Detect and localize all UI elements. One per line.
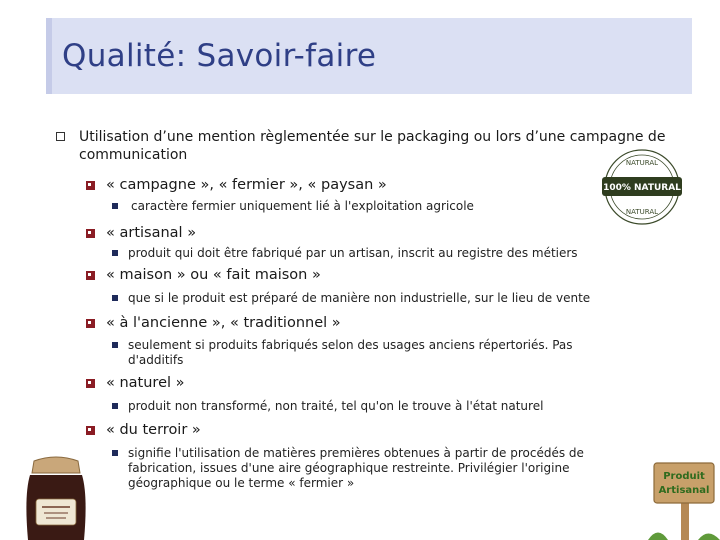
item-detail: que si le produit est préparé de manière non industrielle, sur le lieu de vente: [128, 291, 591, 305]
item-detail: seulement si produits fabriqués selon des usages anciens répertoriés. Pas d'additifs: [128, 338, 573, 367]
square-bullet-icon: [86, 426, 95, 435]
square-bullet-icon: [56, 132, 65, 141]
item-label: « campagne », « fermier », « paysan »: [106, 177, 387, 193]
square-bullet-icon: [86, 319, 95, 328]
page-title: Qualité: Savoir-faire: [62, 38, 377, 74]
small-bullet-icon: [112, 342, 118, 348]
small-bullet-icon: [112, 250, 118, 256]
item-label: « artisanal »: [106, 225, 197, 241]
item-label: « à l'ancienne », « traditionnel »: [106, 315, 341, 331]
title-bar: [46, 18, 692, 94]
square-bullet-icon: [86, 379, 95, 388]
jam-jar-icon: [20, 455, 92, 540]
seal-center-text: 100% NATURAL: [603, 183, 681, 193]
sign-line-2: Artisanal: [658, 485, 710, 496]
item-label: « naturel »: [106, 375, 185, 391]
item-label: « du terroir »: [106, 422, 201, 438]
intro-text: Utilisation d’une mention règlementée sur le packaging ou lors d’une campagne de communication: [79, 129, 666, 163]
item-detail: produit non transformé, non traité, tel qu'on le trouve à l'état naturel: [128, 399, 544, 413]
small-bullet-icon: [112, 203, 118, 209]
item-detail: produit qui doit être fabriqué par un artisan, inscrit au registre des métiers: [128, 246, 578, 260]
square-bullet-icon: [86, 271, 95, 280]
item-detail: caractère fermier uniquement lié à l'exploitation agricole: [131, 199, 474, 213]
produit-artisanal-sign-icon: [648, 455, 720, 540]
item-label: « maison » ou « fait maison »: [106, 267, 321, 283]
small-bullet-icon: [112, 295, 118, 301]
square-bullet-icon: [86, 181, 95, 190]
sign-line-1: Produit: [663, 471, 705, 482]
item-detail: signifie l'utilisation de matières premières obtenues à partir de procédés de fabrication, issues d'une aire géographique restreinte. Privilégier l'origine géographique ou le terme « fermier »: [128, 446, 584, 490]
seal-bottom-text: NATURAL: [625, 208, 659, 216]
seal-top-text: NATURAL: [625, 159, 659, 167]
small-bullet-icon: [112, 403, 118, 409]
natural-seal-icon: [600, 148, 684, 226]
small-bullet-icon: [112, 450, 118, 456]
square-bullet-icon: [86, 229, 95, 238]
